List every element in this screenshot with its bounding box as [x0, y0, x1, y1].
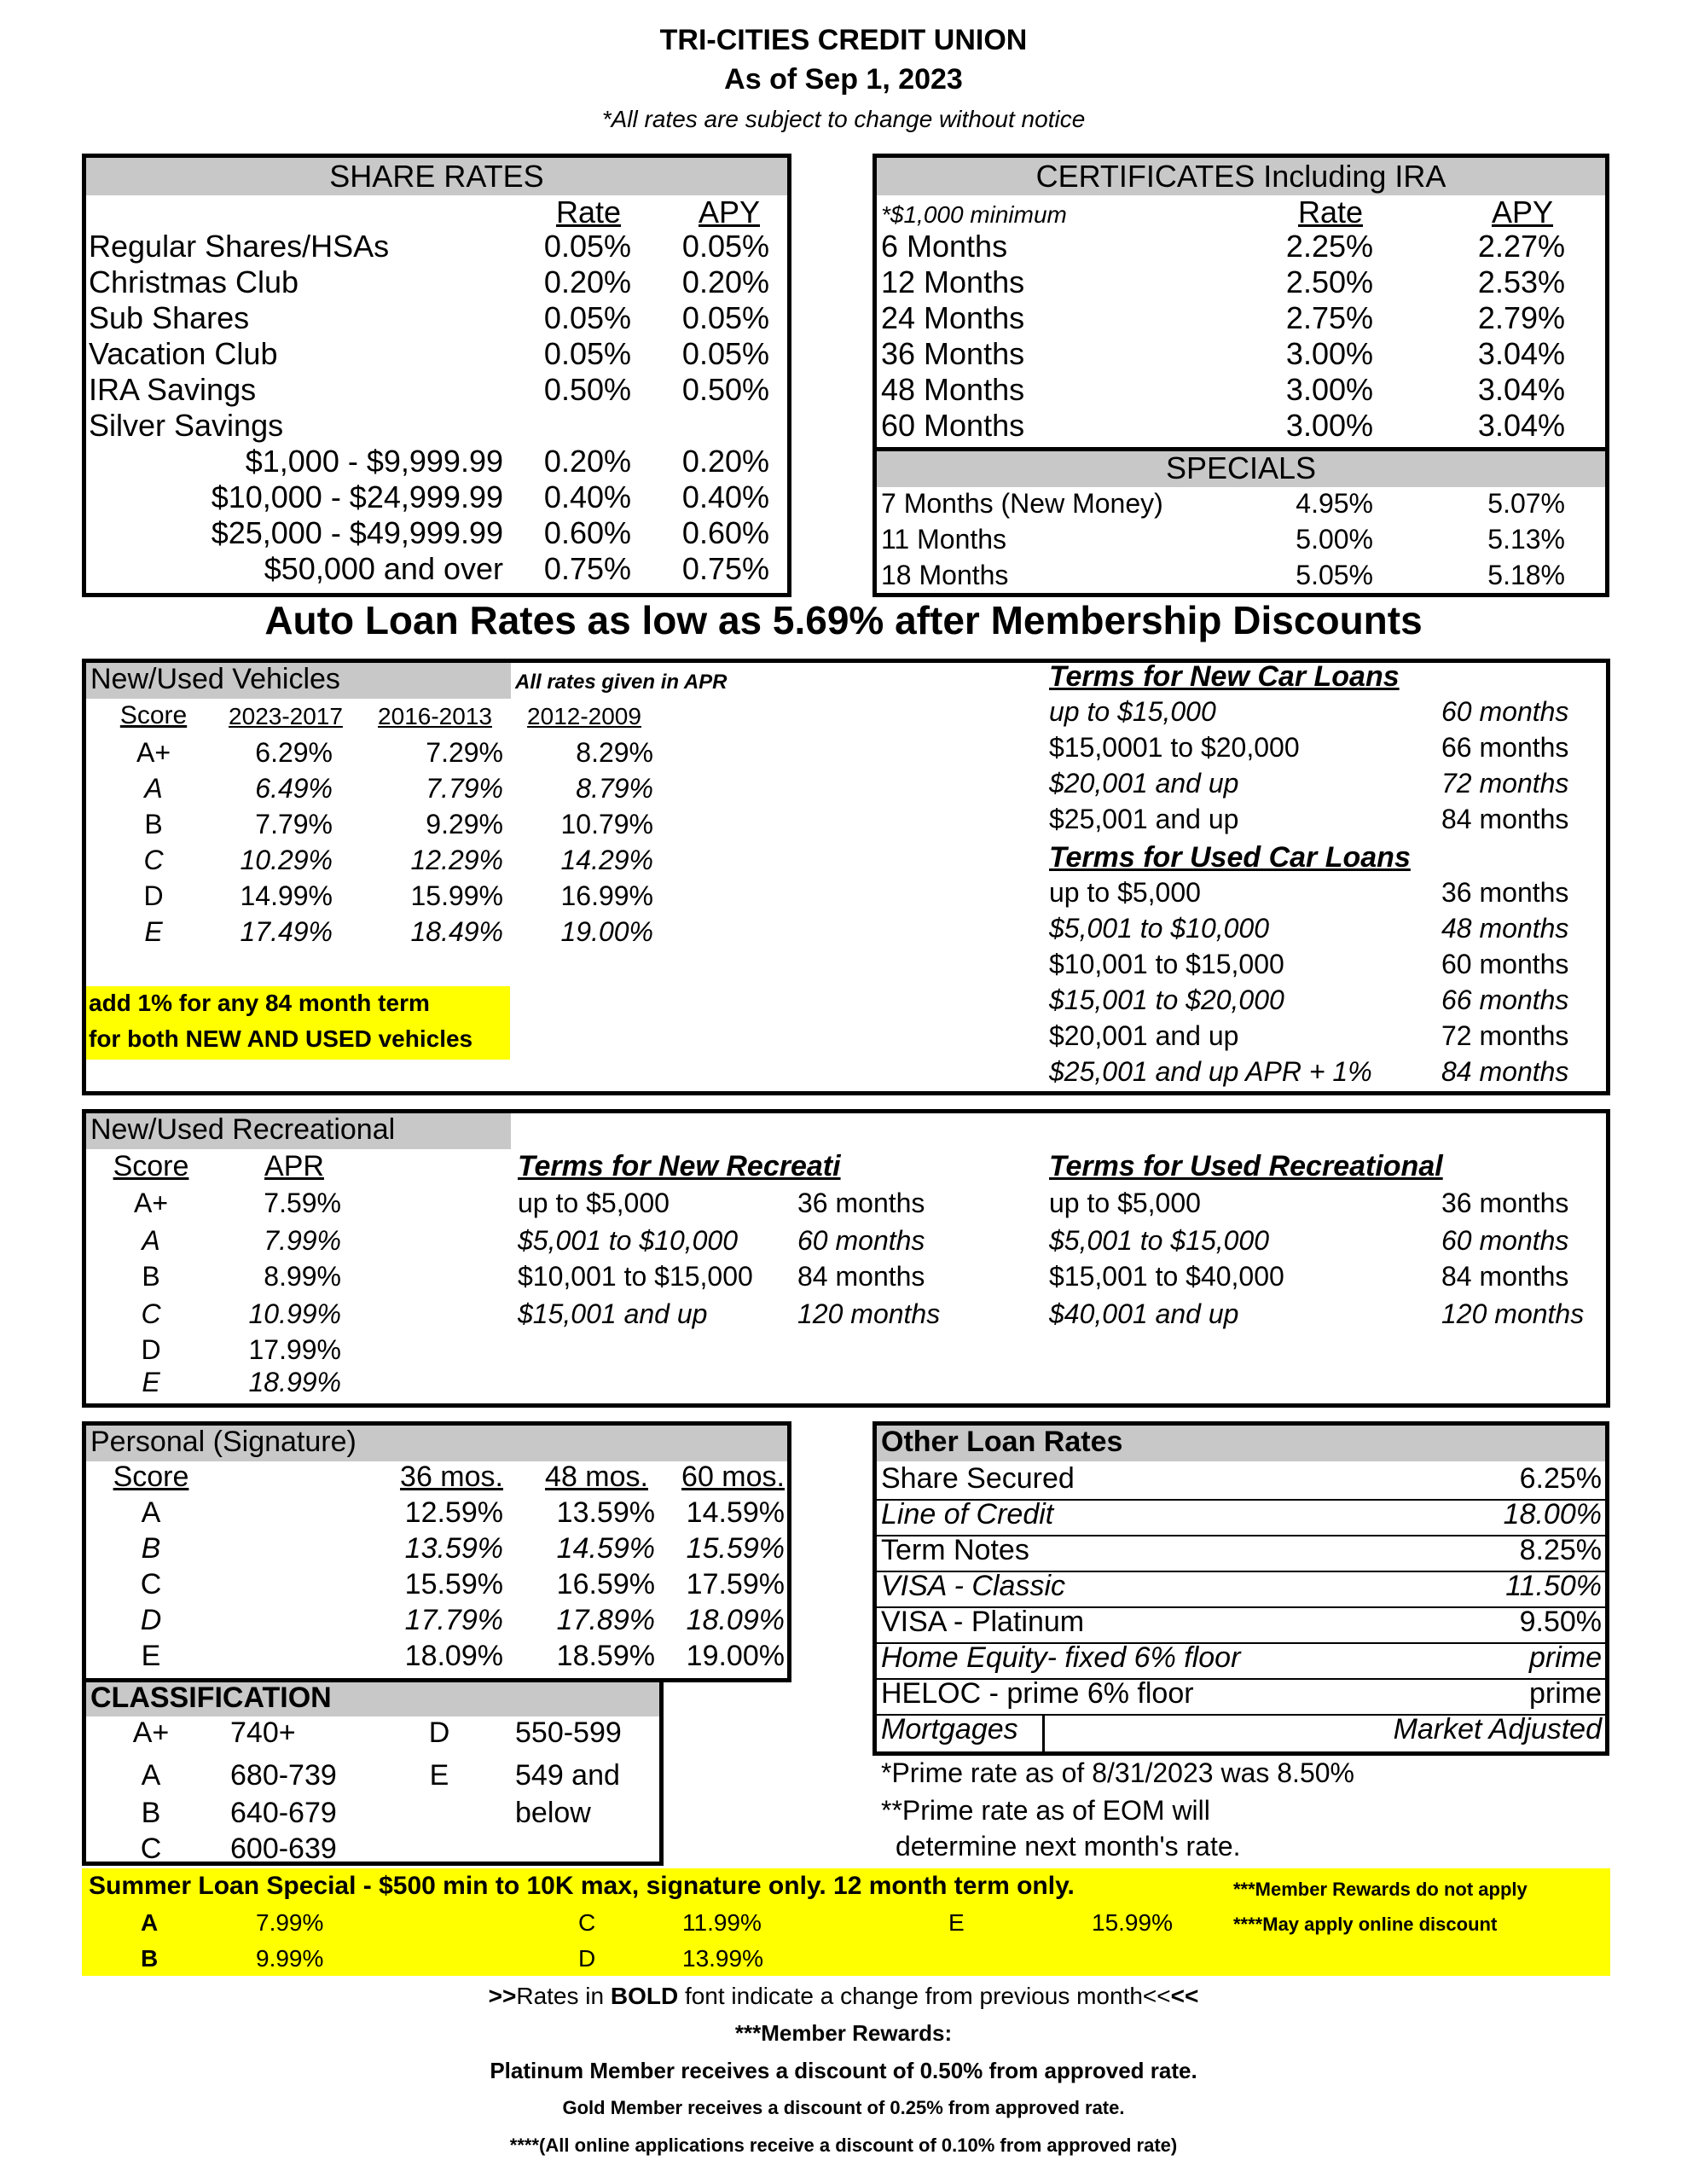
other-loan-rate: prime [1528, 1641, 1602, 1674]
summer-note-online: ****May apply online discount [1233, 1914, 1498, 1935]
share-row-apy: 0.05% [681, 229, 769, 264]
cert-row-rate: 2.50% [1285, 264, 1373, 299]
class-grade: A+ [132, 1716, 170, 1749]
used-rec-term-months: 60 months [1441, 1225, 1569, 1256]
cert-row-term: 24 Months [881, 300, 1025, 335]
used-car-term-months: 48 months [1441, 913, 1569, 944]
prime-eom-note: **Prime rate as of EOM will [881, 1795, 1210, 1826]
special-row-rate: 5.00% [1296, 524, 1373, 555]
used-car-term-months: 84 months [1441, 1056, 1569, 1087]
other-loan-rate: 11.50% [1505, 1570, 1602, 1602]
used-rec-terms-title: Terms for Used Recreational [1049, 1150, 1443, 1182]
share-apy-header: APY [698, 195, 761, 229]
cert-row-apy: 3.04% [1477, 408, 1565, 443]
share-row-name: Vacation Club [89, 336, 278, 371]
summer-rate-d: 13.99% [682, 1945, 763, 1972]
share-row-rate: 0.75% [543, 551, 631, 586]
share-row-rate: 0.50% [543, 372, 631, 407]
cert-row-term: 36 Months [881, 336, 1025, 371]
as-of-date: As of Sep 1, 2023 [724, 63, 963, 96]
vehicle-row-score: A+ [136, 737, 171, 768]
used-car-term-months: 60 months [1441, 949, 1569, 979]
vehicle-row-2023-2017: 17.49% [240, 916, 333, 947]
vehicle-row-2012-2009: 8.29% [576, 737, 653, 768]
summer-grade-d: D [578, 1945, 596, 1972]
used-car-term-amount: $20,001 and up [1049, 1020, 1239, 1051]
rec-row-apr: 8.99% [264, 1261, 341, 1292]
vehicle-row-score: C [143, 845, 164, 875]
share-row-rate: 0.05% [543, 336, 631, 371]
rec-row-apr: 7.99% [264, 1225, 341, 1256]
personal-row-60: 19.00% [686, 1640, 785, 1672]
vehicle-col-2023-2017: 2023-2017 [229, 703, 343, 729]
rec-row-score: D [141, 1334, 161, 1365]
vehicle-row-score: B [144, 809, 163, 839]
cert-row-apy: 2.27% [1477, 229, 1565, 264]
personal-row-score: B [141, 1532, 161, 1565]
prime-next-month-note: determine next month's rate. [896, 1831, 1241, 1862]
rec-row-score: A [142, 1225, 160, 1256]
platinum-discount: Platinum Member receives a discount of 0.50% from approved rate. [490, 2058, 1197, 2083]
classification-title: CLASSIFICATION [90, 1682, 332, 1714]
class-grade: A [141, 1759, 161, 1792]
rec-row-apr: 7.59% [264, 1188, 341, 1218]
vehicle-row-2023-2017: 7.79% [255, 809, 333, 839]
new-car-term-months: 66 months [1441, 732, 1569, 763]
other-loan-rate: prime [1528, 1677, 1602, 1710]
other-loans-title: Other Loan Rates [881, 1426, 1123, 1458]
bold-change-note: >>Rates in BOLD font indicate a change from previous month<<<< [488, 1983, 1199, 2009]
class-grade: B [141, 1797, 161, 1829]
summer-rate-b: 9.99% [256, 1945, 324, 1972]
rec-score-header: Score [113, 1150, 189, 1182]
new-rec-term-amount: $15,001 and up [518, 1298, 708, 1329]
other-loan-rate: 18.00% [1503, 1498, 1602, 1531]
personal-row-36: 15.59% [404, 1568, 503, 1600]
vehicle-row-2016-2013: 12.29% [410, 845, 503, 875]
cert-row-rate: 3.00% [1285, 408, 1373, 443]
vehicle-row-2016-2013: 7.29% [426, 737, 503, 768]
class-range: below [515, 1797, 591, 1829]
vehicle-row-2023-2017: 6.49% [255, 773, 333, 804]
other-loan-rate: 8.25% [1519, 1534, 1602, 1566]
share-row-apy: 0.50% [681, 372, 769, 407]
class-grade: D [428, 1716, 450, 1749]
vehicle-row-2023-2017: 14.99% [240, 880, 333, 911]
other-loan-name: Mortgages [881, 1713, 1018, 1745]
personal-row-36: 12.59% [404, 1496, 503, 1529]
used-rec-term-months: 84 months [1441, 1261, 1569, 1292]
new-rec-term-months: 60 months [797, 1225, 925, 1256]
vehicle-row-2012-2009: 10.79% [560, 809, 653, 839]
used-car-term-months: 66 months [1441, 985, 1569, 1015]
vehicle-row-2016-2013: 7.79% [426, 773, 503, 804]
share-row-rate: 0.20% [543, 264, 631, 299]
used-car-term-amount: $25,001 and up APR + 1% [1049, 1056, 1372, 1087]
special-row-apy: 5.13% [1487, 524, 1565, 555]
rec-row-apr: 18.99% [248, 1367, 341, 1397]
share-row-rate: 0.05% [543, 229, 631, 264]
vehicle-row-2012-2009: 14.29% [560, 845, 653, 875]
share-row-apy: 0.75% [681, 551, 769, 586]
new-rec-term-amount: $5,001 to $10,000 [518, 1225, 739, 1256]
used-rec-term-amount: $5,001 to $15,000 [1049, 1225, 1270, 1256]
new-car-term-amount: $25,001 and up [1049, 804, 1239, 834]
class-range: 680-739 [230, 1759, 337, 1792]
new-rec-term-months: 36 months [797, 1188, 925, 1218]
share-row-name: Christmas Club [89, 264, 299, 299]
cert-apy-header: APY [1491, 195, 1554, 229]
other-loan-name: HELOC - prime 6% floor [881, 1677, 1194, 1710]
cert-row-rate: 2.25% [1285, 229, 1373, 264]
used-car-term-amount: $15,001 to $20,000 [1049, 985, 1284, 1015]
new-car-terms-title: Terms for New Car Loans [1049, 660, 1400, 693]
rec-row-apr: 10.99% [248, 1298, 341, 1329]
share-rates-title: SHARE RATES [329, 159, 544, 194]
new-rec-term-amount: $10,001 to $15,000 [518, 1261, 753, 1292]
special-row-rate: 5.05% [1296, 560, 1373, 590]
auto-loan-banner: Auto Loan Rates as low as 5.69% after Membership Discounts [264, 598, 1423, 642]
other-loan-rate: 9.50% [1519, 1606, 1602, 1638]
other-loan-name: Term Notes [881, 1534, 1029, 1566]
share-row-apy: 0.05% [681, 336, 769, 371]
personal-row-36: 13.59% [404, 1532, 503, 1565]
personal-48-header: 48 mos. [545, 1461, 648, 1493]
other-loan-name: VISA - Classic [881, 1570, 1066, 1602]
used-rec-term-months: 120 months [1441, 1298, 1585, 1329]
class-range: 640-679 [230, 1797, 337, 1829]
class-range: 740+ [230, 1716, 296, 1749]
vehicle-row-2016-2013: 18.49% [410, 916, 503, 947]
other-loan-name: Share Secured [881, 1462, 1075, 1495]
personal-row-60: 18.09% [686, 1604, 785, 1636]
new-car-term-months: 60 months [1441, 696, 1569, 727]
personal-row-score: D [140, 1604, 162, 1636]
special-row-rate: 4.95% [1296, 488, 1373, 519]
rec-row-score: E [142, 1367, 160, 1397]
special-row-apy: 5.18% [1487, 560, 1565, 590]
specials-title: SPECIALS [1165, 450, 1317, 485]
cert-row-apy: 3.04% [1477, 372, 1565, 407]
used-car-term-amount: $5,001 to $10,000 [1049, 913, 1270, 944]
used-rec-term-amount: $15,001 to $40,000 [1049, 1261, 1284, 1292]
certificates-title: CERTIFICATES Including IRA [1035, 159, 1446, 194]
used-rec-term-months: 36 months [1441, 1188, 1569, 1218]
personal-row-36: 18.09% [404, 1640, 503, 1672]
summer-grade-a: A [141, 1909, 159, 1936]
personal-row-36: 17.79% [404, 1604, 503, 1636]
cert-row-apy: 2.53% [1477, 264, 1565, 299]
summer-grade-e: E [948, 1909, 965, 1936]
rec-row-score: B [142, 1261, 160, 1292]
new-rec-term-amount: up to $5,000 [518, 1188, 670, 1218]
personal-row-48: 14.59% [556, 1532, 655, 1565]
share-row-name: $50,000 and over [264, 551, 503, 586]
rate-notice: *All rates are subject to change without notice [601, 106, 1086, 132]
personal-row-60: 15.59% [686, 1532, 785, 1565]
new-rec-term-months: 84 months [797, 1261, 925, 1292]
new-rec-term-months: 120 months [797, 1298, 941, 1329]
share-row-name: Silver Savings [89, 408, 284, 443]
share-row-name: $1,000 - $9,999.99 [245, 444, 503, 479]
share-row-name: $10,000 - $24,999.99 [211, 479, 503, 514]
share-row-name: Regular Shares/HSAs [89, 229, 390, 264]
share-row-rate: 0.20% [543, 444, 631, 479]
summer-grade-c: C [578, 1909, 596, 1936]
personal-row-60: 17.59% [686, 1568, 785, 1600]
used-rec-term-amount: $40,001 and up [1049, 1298, 1239, 1329]
special-row-term: 7 Months (New Money) [881, 488, 1163, 519]
special-row-apy: 5.07% [1487, 488, 1565, 519]
personal-title: Personal (Signature) [90, 1426, 357, 1458]
summer-rate-c: 11.99% [682, 1909, 762, 1936]
cert-row-apy: 3.04% [1477, 336, 1565, 371]
personal-row-score: C [140, 1568, 162, 1600]
member-rewards-title: ***Member Rewards: [734, 2020, 953, 2046]
vehicle-score-header: Score [119, 701, 188, 729]
vehicle-note-new-used: for both NEW AND USED vehicles [89, 1025, 473, 1052]
new-car-term-months: 84 months [1441, 804, 1569, 834]
new-car-term-amount: $15,0001 to $20,000 [1049, 732, 1300, 763]
other-loan-rate: Market Adjusted [1393, 1713, 1602, 1745]
share-row-apy: 0.40% [681, 479, 769, 514]
recreational-title: New/Used Recreational [90, 1113, 396, 1146]
online-discount: ****(All online applications receive a discount of 0.10% from approved rate) [509, 2135, 1178, 2156]
gold-discount: Gold Member receives a discount of 0.25% from approved rate. [562, 2097, 1125, 2118]
other-loan-name: Home Equity- fixed 6% floor [881, 1641, 1241, 1674]
summer-rate-a: 7.99% [256, 1909, 324, 1936]
used-car-term-months: 72 months [1441, 1020, 1569, 1051]
personal-row-48: 18.59% [556, 1640, 655, 1672]
cert-row-term: 48 Months [881, 372, 1025, 407]
personal-60-header: 60 mos. [681, 1461, 785, 1493]
vehicle-row-2016-2013: 15.99% [410, 880, 503, 911]
share-row-rate: 0.60% [543, 515, 631, 550]
cert-row-rate: 2.75% [1285, 300, 1373, 335]
cert-row-term: 6 Months [881, 229, 1008, 264]
page-title: TRI-CITIES CREDIT UNION [659, 24, 1028, 56]
class-range: 549 and [515, 1759, 620, 1792]
summer-note-rewards: ***Member Rewards do not apply [1233, 1879, 1528, 1900]
class-range: 550-599 [515, 1716, 622, 1749]
personal-row-48: 17.89% [556, 1604, 655, 1636]
used-car-term-amount: $10,001 to $15,000 [1049, 949, 1284, 979]
share-row-name: $25,000 - $49,999.99 [211, 515, 503, 550]
special-row-term: 18 Months [881, 560, 1009, 590]
new-car-term-amount: up to $15,000 [1049, 696, 1216, 727]
cert-row-rate: 3.00% [1285, 336, 1373, 371]
other-loan-name: VISA - Platinum [881, 1606, 1085, 1638]
personal-row-48: 13.59% [556, 1496, 655, 1529]
vehicle-col-2016-2013: 2016-2013 [378, 703, 492, 729]
other-loan-name: Line of Credit [881, 1498, 1054, 1531]
new-rec-terms-title: Terms for New Recreati [518, 1150, 841, 1182]
share-row-name: IRA Savings [89, 372, 257, 407]
used-car-terms-title: Terms for Used Car Loans [1049, 841, 1411, 874]
used-rec-term-amount: up to $5,000 [1049, 1188, 1201, 1218]
personal-row-score: E [141, 1640, 161, 1672]
vehicles-title: New/Used Vehicles [90, 663, 340, 695]
rec-row-score: C [141, 1298, 161, 1329]
share-row-rate: 0.40% [543, 479, 631, 514]
vehicle-row-2012-2009: 19.00% [560, 916, 653, 947]
used-car-term-amount: up to $5,000 [1049, 877, 1201, 908]
personal-row-48: 16.59% [556, 1568, 655, 1600]
cert-row-apy: 2.79% [1477, 300, 1565, 335]
vehicle-row-2016-2013: 9.29% [426, 809, 503, 839]
share-row-rate: 0.05% [543, 300, 631, 335]
new-car-term-amount: $20,001 and up [1049, 768, 1239, 799]
personal-row-60: 14.59% [686, 1496, 785, 1529]
share-row-apy: 0.20% [681, 264, 769, 299]
class-grade: E [429, 1759, 449, 1792]
summer-special-title: Summer Loan Special - $500 min to 10K max, signature only. 12 month term only. [89, 1872, 1075, 1900]
share-row-apy: 0.20% [681, 444, 769, 479]
personal-row-score: A [141, 1496, 161, 1529]
class-range: 600-639 [230, 1833, 337, 1865]
summer-grade-b: B [141, 1945, 159, 1972]
vehicle-note-84-month: add 1% for any 84 month term [89, 990, 430, 1016]
vehicle-row-2023-2017: 10.29% [240, 845, 333, 875]
certificate-minimum: *$1,000 minimum [881, 201, 1067, 228]
other-loan-rate: 6.25% [1519, 1462, 1602, 1495]
new-car-term-months: 72 months [1441, 768, 1569, 799]
vehicle-row-score: E [144, 916, 163, 947]
cert-row-term: 60 Months [881, 408, 1025, 443]
vehicle-row-2012-2009: 8.79% [576, 773, 653, 804]
share-row-apy: 0.05% [681, 300, 769, 335]
share-row-name: Sub Shares [89, 300, 250, 335]
cert-row-term: 12 Months [881, 264, 1025, 299]
share-row-apy: 0.60% [681, 515, 769, 550]
vehicle-row-2012-2009: 16.99% [560, 880, 653, 911]
rec-row-apr: 17.99% [248, 1334, 341, 1365]
cert-row-rate: 3.00% [1285, 372, 1373, 407]
class-grade: C [140, 1833, 162, 1865]
cert-rate-header: Rate [1297, 195, 1364, 229]
rec-apr-header: APR [264, 1150, 324, 1182]
used-car-term-months: 36 months [1441, 877, 1569, 908]
vehicle-col-2012-2009: 2012-2009 [527, 703, 641, 729]
prime-rate-note: *Prime rate as of 8/31/2023 was 8.50% [881, 1757, 1354, 1788]
vehicle-row-score: A [144, 773, 163, 804]
personal-36-header: 36 mos. [400, 1461, 503, 1493]
vehicle-row-score: D [143, 880, 164, 911]
summer-rate-e: 15.99% [1092, 1909, 1173, 1936]
personal-score-header: Score [113, 1461, 189, 1493]
vehicle-row-2023-2017: 6.29% [255, 737, 333, 768]
rec-row-score: A+ [133, 1188, 169, 1218]
special-row-term: 11 Months [881, 524, 1007, 555]
apr-note: All rates given in APR [515, 671, 728, 694]
share-rate-header: Rate [555, 195, 622, 229]
